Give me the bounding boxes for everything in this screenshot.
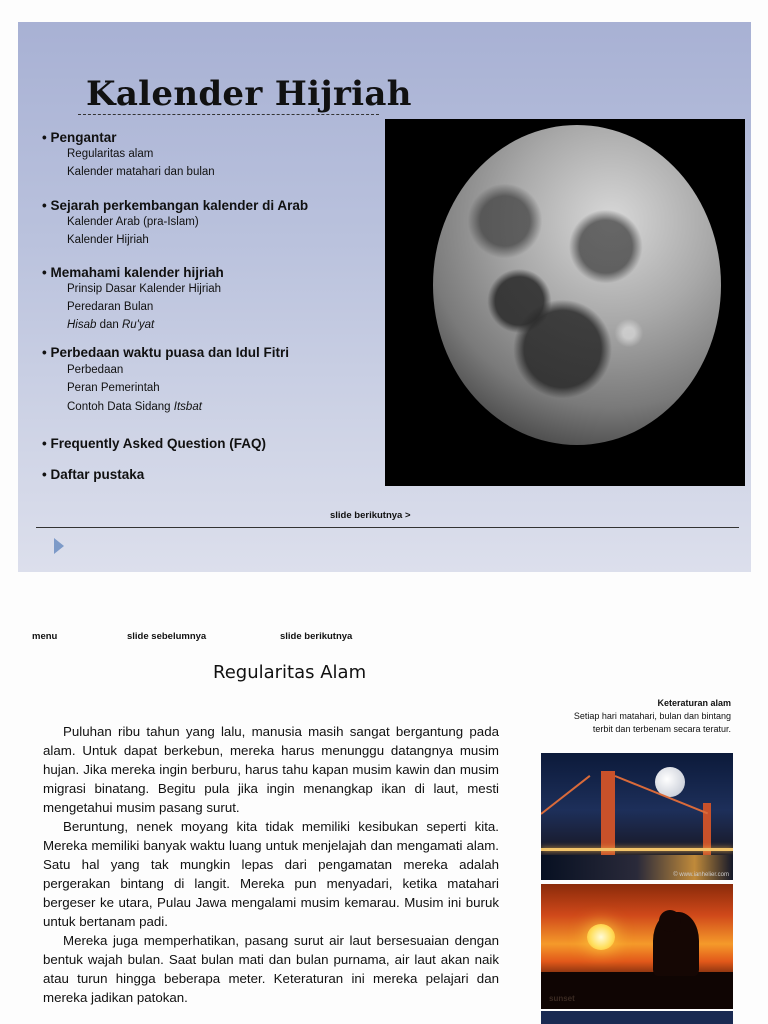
ground-silhouette: [541, 972, 733, 1009]
toc-sub-item[interactable]: Peran Pemerintah: [67, 382, 160, 394]
play-icon[interactable]: [54, 538, 64, 554]
connector-text: dan: [96, 319, 122, 331]
sunset-label: sunset: [549, 994, 575, 1003]
bridge-deck: [541, 848, 733, 851]
toc-item-perbedaan[interactable]: • Perbedaan waktu puasa dan Idul Fitri: [42, 345, 290, 360]
previous-slide-link[interactable]: slide sebelumnya: [127, 631, 207, 642]
sun-icon: [587, 924, 615, 950]
ruyat-text: Ru'yat: [121, 319, 155, 331]
slide-title-page: [18, 22, 751, 572]
sunset-photo: [541, 884, 733, 1009]
caption-text: Setiap hari matahari, bulan dan bintang terbit dan terbenam secara teratur.: [573, 711, 731, 734]
toc-sub-item-itsbat[interactable]: [67, 401, 202, 413]
paragraph: Beruntung, nenek moyang kita tidak memiliki kesibukan seperti kita. Mereka memiliki banyak waktu luang untuk menjelajah dan mengamati alam. Satu hal yang tak mungkin lepas dari pengamatan mereka adalah pergerakan bintang di langit. Mereka pun menyadari, ketika matahari bergeser ke utara, Pulau Jawa mengalami musim kemarau. Musim ini buruk untuk bertanam padi.: [43, 819, 499, 929]
caption-title: Keteraturan alam: [657, 698, 731, 708]
paragraph: Puluhan ribu tahun yang lalu, manusia masih sangat bergantung pada alam. Untuk dapat berkebun, mereka harus menunggu datangnya musim hujan. Jika mereka ingin berburu, harus tahu kapan musim kawin dan musim migrasi binatang. Begitu pula jika ingin menangkap ikan di laut, mesti mengetahui musim pasang surut.: [43, 724, 499, 815]
moon-photo: [433, 125, 721, 445]
third-photo: [541, 1011, 733, 1024]
next-slide-link[interactable]: slide berikutnya: [280, 631, 353, 642]
toc-sub-item[interactable]: Regularitas alam: [67, 148, 154, 160]
page-title: Regularitas Alam: [213, 662, 367, 683]
toc-sub-item[interactable]: Perbedaan: [67, 364, 124, 376]
toc-sub-item-hisab[interactable]: [67, 319, 154, 331]
bridge-cable: [541, 775, 590, 815]
moon-image: [385, 119, 745, 486]
toc-sub-item[interactable]: Kalender Hijriah: [67, 234, 149, 246]
toc-sub-item[interactable]: Prinsip Dasar Kalender Hijriah: [67, 283, 222, 295]
toc-sub-item[interactable]: Kalender matahari dan bulan: [67, 166, 215, 178]
menu-link[interactable]: menu: [32, 631, 58, 642]
toc-item-pengantar[interactable]: • Pengantar: [42, 130, 117, 145]
paragraph: Mereka juga memperhatikan, pasang surut air laut bersesuaian dengan bentuk wajah bulan. Saat bulan mati dan bulan purnama, air laut akan naik atau turun hingga beberapa meter. Keteraturan ini mereka pelajari dan mereka jadikan patokan.: [43, 933, 499, 1005]
toc-item-memahami[interactable]: • Memahami kalender hijriah: [42, 265, 224, 280]
next-slide-link[interactable]: slide berikutnya >: [330, 510, 411, 521]
photo-credit: © www.ianhelier.com: [673, 872, 729, 878]
bridge-moon-photo: [541, 753, 733, 880]
divider: [36, 527, 739, 528]
slide-title: Kalender Hijriah: [86, 74, 412, 114]
toc-item-sejarah[interactable]: • Sejarah perkembangan kalender di Arab: [42, 198, 309, 213]
toc-sub-item[interactable]: Kalender Arab (pra-Islam): [67, 216, 199, 228]
toc-item-faq[interactable]: • Frequently Asked Question (FAQ): [42, 436, 267, 451]
person-head: [659, 910, 681, 932]
article-body: [43, 722, 499, 1007]
toc-item-daftar-pustaka[interactable]: • Daftar pustaka: [42, 467, 145, 482]
title-underline: [78, 114, 379, 115]
toc-sub-item[interactable]: Peredaran Bulan: [67, 301, 154, 313]
hisab-text: Hisab: [67, 319, 97, 331]
itsbat-text: Itsbat: [173, 401, 202, 413]
itsbat-prefix: Contoh Data Sidang: [67, 401, 174, 413]
